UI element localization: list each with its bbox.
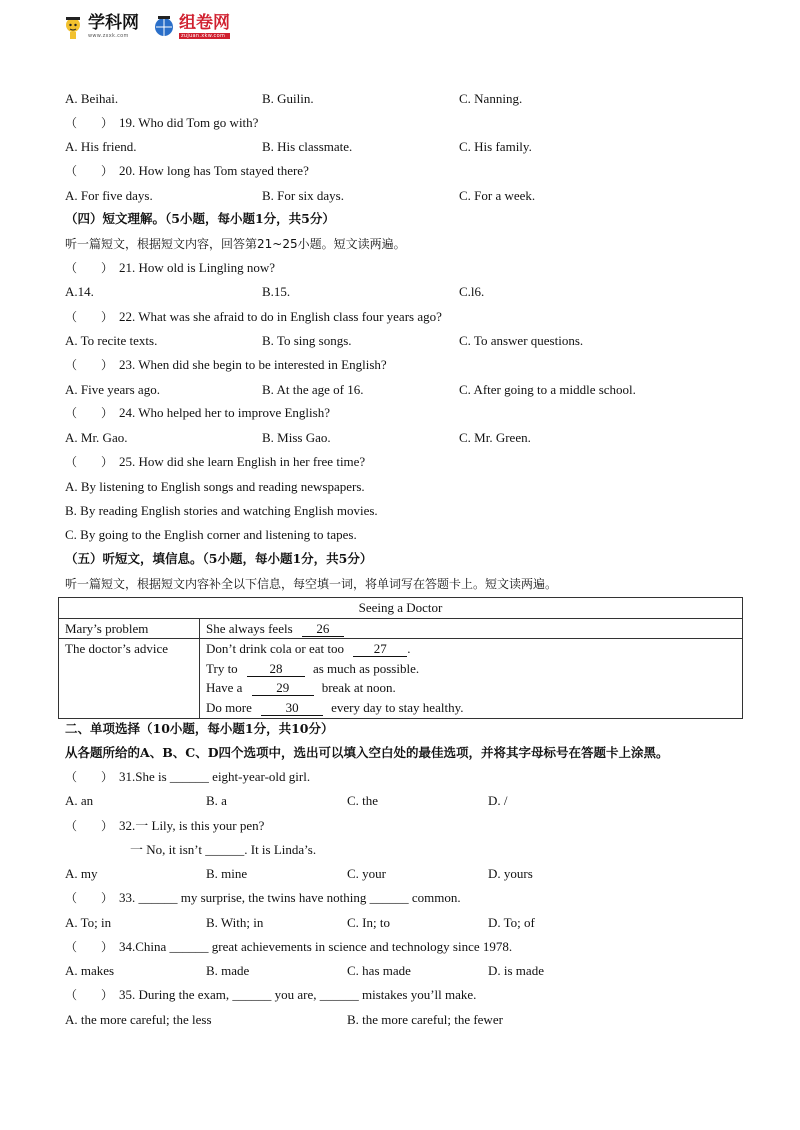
- option-a: A. makes: [65, 963, 115, 978]
- advice-line: [206, 659, 736, 679]
- answer-paren: （ ）: [65, 116, 114, 130]
- option-a: A. Beihai.: [65, 91, 119, 106]
- part-2-instruction: 从各题所给的A、B、C、D四个选项中，选出可以填入空白处的最佳选项，并将其字母标号在答题卡上涂黑。: [65, 745, 669, 760]
- question-25: [65, 453, 365, 471]
- table-title: Seeing a Doctor: [59, 598, 743, 619]
- question-text: 32.一 Lily, is this your pen?: [119, 818, 265, 833]
- question-21: [65, 259, 275, 277]
- option-b: B. mine: [206, 866, 248, 881]
- question-31: [65, 768, 310, 786]
- blank-26: 26: [302, 621, 344, 637]
- question-text: 24. Who helped her to improve English?: [119, 405, 330, 420]
- header-logos: [62, 10, 230, 44]
- option-c: C. Mr. Green.: [459, 430, 531, 445]
- question-text: 22. What was she afraid to do in English class four years ago?: [119, 309, 442, 324]
- advice-text: Don’t drink cola or eat too: [206, 641, 345, 657]
- logo-url: www.zxxk.com: [88, 33, 129, 39]
- option-a: A. Five years ago.: [65, 382, 160, 397]
- table-row: [59, 618, 743, 639]
- option-b: B. To sing songs.: [262, 333, 352, 348]
- q25-option-c: C. By going to the English corner and listening to tapes.: [65, 527, 357, 542]
- option-b: B. the more careful; the fewer: [347, 1012, 503, 1027]
- answer-paren: （ ）: [65, 988, 114, 1002]
- q25-option-a: A. By listening to English songs and reading newspapers.: [65, 479, 365, 494]
- table-title-row: [59, 598, 743, 619]
- question-23: [65, 356, 387, 374]
- option-a: A. my: [65, 866, 98, 881]
- option-b: B. With; in: [206, 915, 264, 930]
- blank-30: 30: [261, 700, 323, 716]
- option-d: D. To; of: [488, 915, 535, 930]
- option-c: C. has made: [347, 963, 411, 978]
- blank-29: 29: [252, 680, 314, 696]
- advice-line: [206, 639, 736, 659]
- blank-27: 27: [353, 641, 407, 657]
- advice-text: .: [407, 641, 411, 657]
- question-text: 20. How long has Tom stayed there?: [119, 163, 309, 178]
- option-c: C. In; to: [347, 915, 390, 930]
- option-b: B. For six days.: [262, 188, 344, 203]
- question-19: [65, 114, 258, 132]
- option-b: B. made: [206, 963, 250, 978]
- question-34: [65, 938, 512, 956]
- option-a: A.14.: [65, 284, 94, 299]
- section-5-heading: （五）听短文，填信息。（5小题，每小题1分，共5分）: [65, 551, 373, 566]
- option-a: A. an: [65, 793, 94, 808]
- question-22: [65, 308, 442, 326]
- advice-line: [206, 698, 736, 718]
- question-text: 19. Who did Tom go with?: [119, 115, 259, 130]
- zujuanwang-logo: [153, 14, 230, 40]
- option-b: B. His classmate.: [262, 139, 353, 154]
- option-c: C. For a week.: [459, 188, 536, 203]
- option-a: A. Mr. Gao.: [65, 430, 128, 445]
- advice-text: break at noon.: [321, 680, 396, 696]
- option-a: A. His friend.: [65, 139, 137, 154]
- logo-url: zujuan.xkw.com: [179, 33, 230, 39]
- question-text: 33. ______ my surprise, the twins have nothing ______ common.: [119, 890, 461, 905]
- question-text: 23. When did she begin to be interested in English?: [119, 357, 387, 372]
- table-row: [59, 639, 743, 718]
- option-c: C. After going to a middle school.: [459, 382, 636, 397]
- option-b: B. a: [206, 793, 227, 808]
- option-a: A. To recite texts.: [65, 333, 158, 348]
- row-label: The doctor’s advice: [59, 639, 200, 718]
- question-35: [65, 986, 476, 1004]
- question-32-line2: 一 No, it isn’t ______. It is Linda’s.: [130, 842, 317, 857]
- row-content: [200, 639, 743, 718]
- option-b: B. At the age of 16.: [262, 382, 364, 397]
- option-d: D. yours: [488, 866, 533, 881]
- question-33: [65, 889, 461, 907]
- advice-text: as much as possible.: [312, 660, 420, 676]
- question-text: 21. How old is Lingling now?: [119, 260, 275, 275]
- option-c: C. the: [347, 793, 379, 808]
- globe-mascot-icon: [153, 14, 175, 40]
- answer-paren: （ ）: [65, 164, 114, 178]
- answer-paren: （ ）: [65, 891, 114, 905]
- option-a: A. For five days.: [65, 188, 153, 203]
- seeing-a-doctor-table: [58, 597, 743, 719]
- option-c: C. To answer questions.: [459, 333, 584, 348]
- option-d: D. /: [488, 793, 508, 808]
- advice-text: every day to stay healthy.: [331, 699, 464, 715]
- option-c: C.l6.: [459, 284, 485, 299]
- answer-paren: （ ）: [65, 358, 114, 372]
- answer-paren: （ ）: [65, 770, 114, 784]
- answer-paren: （ ）: [65, 819, 114, 833]
- option-a: A. the more careful; the less: [65, 1012, 212, 1027]
- xuekewang-logo: [62, 14, 139, 40]
- answer-paren: （ ）: [65, 455, 114, 469]
- section-4-instruction: 听一篇短文，根据短文内容，回答第21~25小题。短文读两遍。: [65, 237, 406, 251]
- question-24: [65, 404, 330, 422]
- answer-paren: （ ）: [65, 310, 114, 324]
- advice-text: Do more: [206, 699, 252, 715]
- option-b: B.15.: [262, 284, 291, 299]
- advice-line: [206, 678, 736, 698]
- advice-text: Try to: [206, 660, 238, 676]
- q25-option-b: B. By reading English stories and watching English movies.: [65, 503, 378, 518]
- question-text: 35. During the exam, ______ you are, ______ mistakes you’ll make.: [119, 987, 477, 1002]
- logo-name: 组卷网: [179, 13, 230, 33]
- advice-text: Have a: [206, 680, 243, 696]
- question-32: [65, 817, 264, 835]
- logo-name: 学科网: [88, 13, 139, 33]
- mascot-icon: [62, 14, 84, 40]
- option-c: C. Nanning.: [459, 91, 523, 106]
- row-content: [200, 618, 743, 639]
- answer-paren: （ ）: [65, 940, 114, 954]
- option-c: C. your: [347, 866, 386, 881]
- answer-paren: （ ）: [65, 261, 114, 275]
- section-5-instruction: 听一篇短文，根据短文内容补全以下信息，每空填一词，将单词写在答题卡上。短文读两遍。: [65, 577, 558, 591]
- answer-paren: （ ）: [65, 406, 114, 420]
- question-20: [65, 162, 309, 180]
- question-text: 25. How did she learn English in her free time?: [119, 454, 366, 469]
- blank-28: 28: [247, 661, 305, 677]
- question-text: 31.She is ______ eight-year-old girl.: [119, 769, 311, 784]
- row-text: She always feels: [206, 620, 293, 636]
- option-b: B. Guilin.: [262, 91, 314, 106]
- part-2-heading: 二、单项选择（10小题，每小题1分，共10分）: [65, 721, 334, 736]
- section-4-heading: （四）短文理解。（5小题，每小题1分，共5分）: [65, 211, 335, 226]
- option-a: A. To; in: [65, 915, 112, 930]
- option-b: B. Miss Gao.: [262, 430, 331, 445]
- option-d: D. is made: [488, 963, 544, 978]
- question-text: 34.China ______ great achievements in science and technology since 1978.: [119, 939, 513, 954]
- option-c: C. His family.: [459, 139, 532, 154]
- row-label: Mary’s problem: [59, 618, 200, 639]
